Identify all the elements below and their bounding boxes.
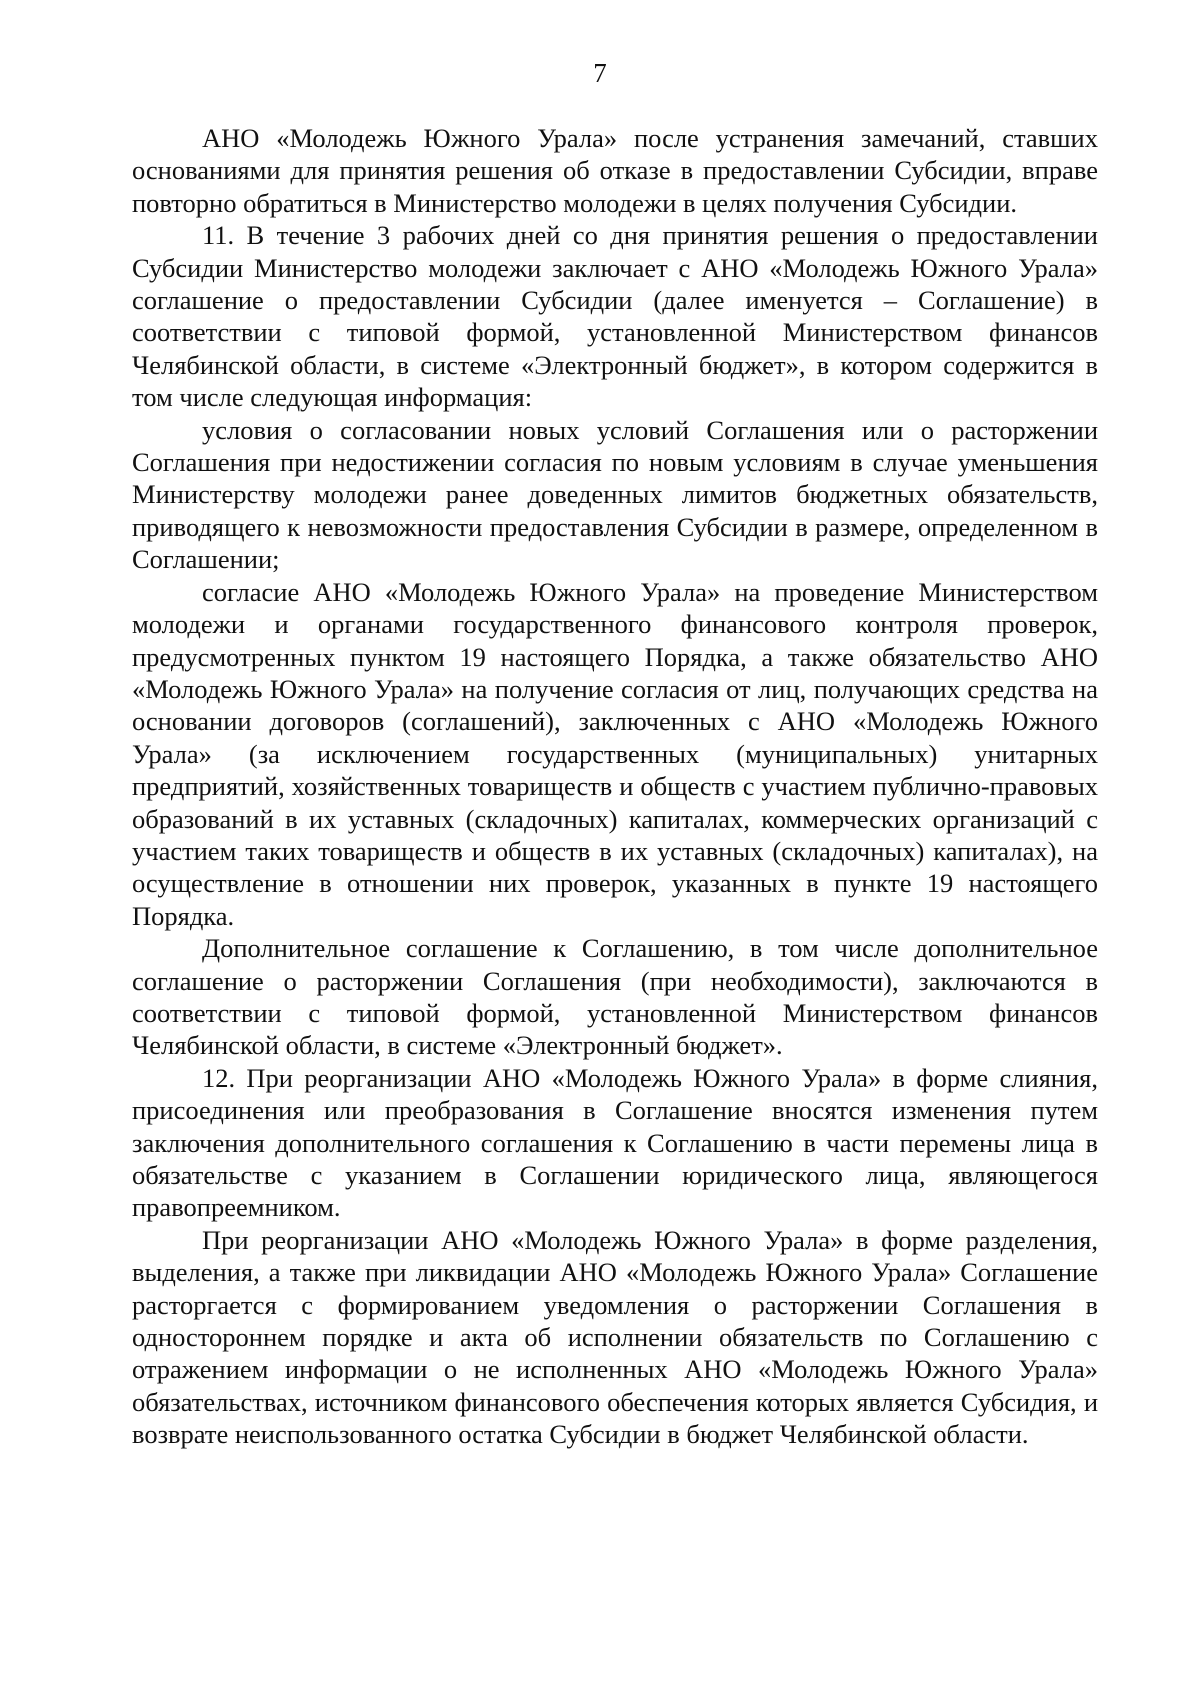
paragraph-agreement-conditions: условия о согласовании новых условий Соглашения или о расторжении Соглашения при недостижении согласия по новым условиям в случае уменьшения Министерству молодежи ранее доведенных лимитов бюджетных обязательств, приводящего к невозможности предоставления Субсидии в размере, определенном в Соглашении; — [132, 414, 1098, 575]
paragraph-clause-11: 11. В течение 3 рабочих дней со дня принятия решения о предоставлении Субсидии Министерство молодежи заключает с АНО «Молодежь Южного Урала» соглашение о предоставлении Субсидии (далее именуется – Соглашение) в соответствии с типовой формой, установленной Министерством финансов Челябинской области, в системе «Электронный бюджет», в котором содержится в том числе следующая информация: — [132, 220, 1098, 413]
paragraph-consent-inspections: согласие АНО «Молодежь Южного Урала» на проведение Министерством молодежи и органами государственного финансового контроля проверок, предусмотренных пунктом 19 настоящего Порядка, а также обязательство АНО «Молодежь Южного Урала» на получение согласия от лиц, получающих средства на основании договоров (соглашений), заключенных с АНО «Молодежь Южного Урала» (за исключением государственных (муниципальных) унитарных предприятий, хозяйственных товариществ и обществ с участием публично-правовых образований в их уставных (складочных) капиталах, коммерческих организаций с участием таких товариществ и обществ в их уставных (складочных) капиталах), на осуществление в отношении них проверок, указанных в пункте 19 настоящего Порядка. — [132, 576, 1098, 931]
document-body — [132, 122, 1098, 1451]
paragraph-additional-agreement: Дополнительное соглашение к Соглашению, в том числе дополнительное соглашение о расторжении Соглашения (при необходимости), заключаются в соответствии с типовой формой, установленной Министерством финансов Челябинской области, в системе «Электронный бюджет». — [132, 933, 1098, 1061]
paragraph-liquidation: При реорганизации АНО «Молодежь Южного Урала» в форме разделения, выделения, а также при ликвидации АНО «Молодежь Южного Урала» Соглашение расторгается с формированием уведомления о расторжении Соглашения в одностороннем порядке и акта об исполнении обязательств по Соглашению с отражением информации о не исполненных АНО «Молодежь Южного Урала» обязательствах, источником финансового обеспечения которых является Субсидия, и возврате неиспользованного остатка Субсидии в бюджет Челябинской области. — [132, 1224, 1098, 1450]
paragraph-resubmission: АНО «Молодежь Южного Урала» после устранения замечаний, ставших основаниями для принятия решения об отказе в предоставлении Субсидии, вправе повторно обратиться в Министерство молодежи в целях получения Субсидии. — [132, 123, 1098, 218]
paragraph-clause-12: 12. При реорганизации АНО «Молодежь Южного Урала» в форме слияния, присоединения или преобразования в Соглашение вносятся изменения путем заключения дополнительного соглашения к Соглашению в части перемены лица в обязательстве с указанием в Соглашении юридического лица, являющегося правопреемником. — [132, 1062, 1098, 1223]
page-number: 7 — [593, 58, 607, 88]
